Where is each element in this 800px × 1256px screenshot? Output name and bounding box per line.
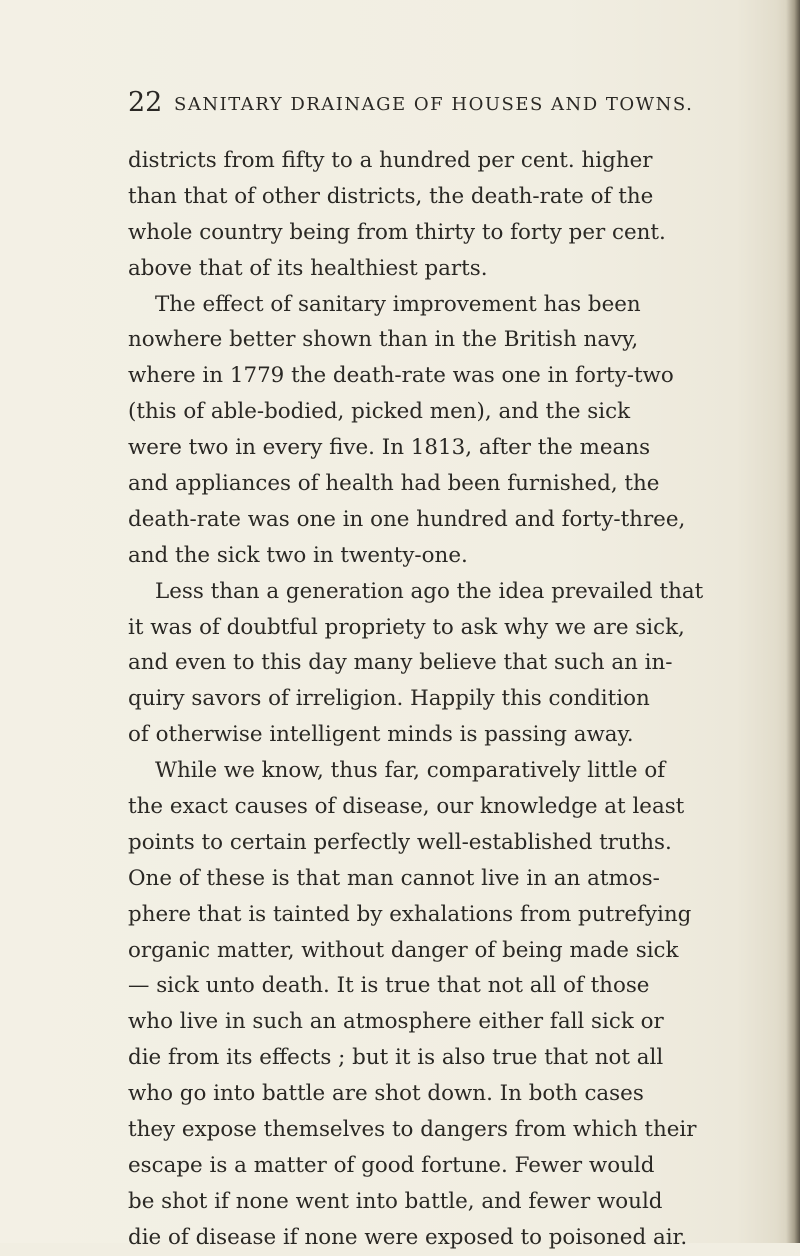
text-line: where in 1779 the death-rate was one in forty-two <box>128 363 674 389</box>
text-line: — sick unto death. It is true that not all of those <box>128 973 650 999</box>
text-line: be shot if none went into battle, and fewer would <box>128 1188 663 1214</box>
text-line: organic matter, without danger of being made sick <box>128 937 679 963</box>
text-line: districts from fifty to a hundred per cent. higher <box>128 148 653 173</box>
text-line: death-rate was one in one hundred and forty-three, <box>128 506 686 532</box>
running-title: SANITARY DRAINAGE OF HOUSES AND TOWNS. <box>174 94 694 115</box>
page-edge-shadow <box>786 0 800 1243</box>
text-line: the exact causes of disease, our knowledge at least <box>128 794 685 820</box>
text-line: it was of doubtful propriety to ask why we are sick, <box>128 614 685 640</box>
text-line: escape is a matter of good fortune. Fewer would <box>128 1152 655 1178</box>
body-text <box>128 143 728 1256</box>
text-line: who go into battle are shot down. In both cases <box>128 1081 644 1107</box>
paragraph-start-line: While we know, thus far, comparatively little of <box>155 758 666 784</box>
page-number: 22 <box>128 87 163 118</box>
text-line: and even to this day many believe that such an in- <box>128 650 673 676</box>
text-line: One of these is that man cannot live in an atmos- <box>128 865 660 891</box>
paragraph-start-line: The effect of sanitary improvement has been <box>155 291 641 317</box>
text-line: of otherwise intelligent minds is passing away. <box>128 722 634 748</box>
text-line: die of disease if none were exposed to poisoned air. <box>128 1224 688 1250</box>
text-line: phere that is tainted by exhalations from putrefying <box>128 901 692 927</box>
text-line: above that of its healthiest parts. <box>128 255 488 281</box>
text-line: who live in such an atmosphere either fall sick or <box>128 1009 664 1035</box>
page-header <box>128 87 694 124</box>
text-line: quiry savors of irreligion. Happily this condition <box>128 686 650 712</box>
text-line: and appliances of health had been furnished, the <box>128 471 660 497</box>
text-line: were two in every five. In 1813, after the means <box>128 435 651 461</box>
text-line: than that of other districts, the death-rate of the <box>128 183 654 209</box>
text-line: points to certain perfectly well-established truths. <box>128 829 672 855</box>
text-line: die from its effects ; but it is also true that not all <box>128 1045 664 1071</box>
paragraph-start-line: Less than a generation ago the idea prevailed that <box>155 578 704 604</box>
text-line: they expose themselves to dangers from which their <box>128 1117 697 1143</box>
text-line: (this of able-bodied, picked men), and the sick <box>128 399 631 425</box>
text-line: whole country being from thirty to forty per cent. <box>128 219 666 245</box>
text-line: nowhere better shown than in the British navy, <box>128 327 639 353</box>
text-line: and the sick two in twenty-one. <box>128 542 468 568</box>
